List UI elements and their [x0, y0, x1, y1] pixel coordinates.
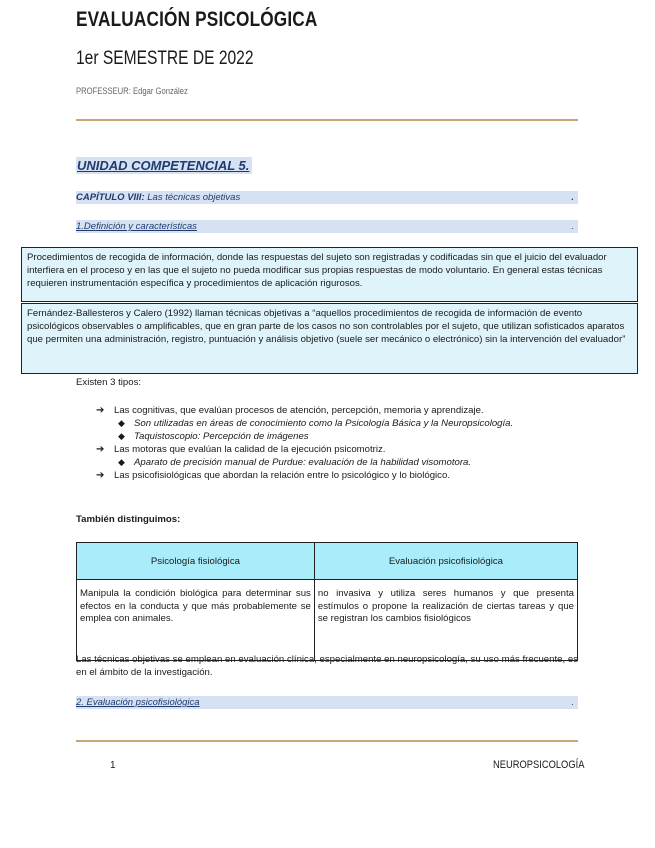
- table-cell: no invasiva y utiliza seres humanos y que presenta estímulos o propone la realización de ciertas tareas y que se registran los cambios fisiológicos: [314, 580, 577, 661]
- arrow-icon: ➔: [96, 444, 105, 455]
- types-list: [96, 404, 576, 482]
- list-item: ➔ Las motoras que evalúan la calidad de la ejecución psicomotriz.: [96, 444, 386, 455]
- section-2-title: 2. Evaluación psicofisiológica: [76, 697, 200, 708]
- definition-paragraph-2: Fernández-Ballesteros y Calero (1992) llaman técnicas objetivas a “aquellos procedimientos de recogida de información de evento psicológicos observables o amplificables, que en gran parte de los casos no son controlables por el sujeto, que utilizan sofisticados aparatos que permiten una administración, registro, puntuación y análisis objetivo (suele ser mecánico o electrónico) sin la intervención del evaluador”: [27, 308, 626, 345]
- header-divider: [76, 119, 578, 121]
- document-title: EVALUACIÓN PSICOLÓGICA: [76, 8, 318, 31]
- list-subitem: ◆ Taquistoscopio: Percepción de imágenes: [118, 431, 309, 442]
- arrow-icon: ➔: [96, 470, 105, 481]
- comparison-table: [76, 542, 578, 661]
- types-intro: Existen 3 tipos:: [76, 377, 142, 388]
- chapter-dot: .: [571, 192, 574, 203]
- chapter-heading: [76, 191, 578, 204]
- section-2-dot: .: [571, 697, 574, 708]
- chapter-label: CAPÍTULO VIII:: [76, 192, 145, 203]
- closing-paragraph: Las técnicas objetivas se emplean en evaluación clínica, especialmente en neuropsicología, su uso más frecuente, es en el ámbito de la investigación.: [76, 654, 578, 678]
- table-header: Psicología fisiológica: [77, 543, 315, 580]
- also-distinguish: También distinguimos:: [76, 514, 181, 525]
- section-1-heading: [76, 220, 578, 233]
- table-cell: Manipula la condición biológica para determinar sus efectos en la conducta y que más probablemente se emplea con animales.: [77, 580, 315, 661]
- arrow-icon: ➔: [96, 405, 105, 416]
- footer-divider: [76, 740, 578, 742]
- section-1-dot: .: [571, 221, 574, 232]
- page-number: 1: [110, 760, 116, 771]
- section-1-title: 1.Definición y características: [76, 221, 197, 232]
- chapter-title: Las técnicas objetivas: [147, 192, 241, 203]
- definition-paragraph-1: Procedimientos de recogida de información, donde las respuestas del sujeto son registradas y codificadas sin que el juicio del evaluador interfiera en el proceso y en las que el sujeto no pueda modificar sus propias respuestas de modo voluntario. En general estas técnicas requieren instrumentación específica y procedimientos de aplicación rigurosos.: [27, 252, 607, 289]
- list-item: ➔ Las cognitivas, que evalúan procesos de atención, percepción, memoria y aprendizaje.: [96, 405, 484, 416]
- professor-line: PROFESSEUR: Edgar González: [76, 86, 188, 96]
- diamond-bullet-icon: ◆: [118, 418, 125, 428]
- list-item: ➔ Las psicofisiológicas que abordan la relación entre lo psicológico y lo biológico.: [96, 470, 450, 481]
- list-subitem: ◆ Aparato de precisión manual de Purdue: evaluación de la habilidad visomotora.: [118, 457, 472, 468]
- diamond-bullet-icon: ◆: [118, 457, 125, 467]
- footer-course-title: NEUROPSICOLOGÍA: [493, 759, 585, 771]
- definition-box-2: [21, 303, 638, 374]
- table-header: Evaluación psicofisiológica: [314, 543, 577, 580]
- section-2-heading: [76, 696, 578, 709]
- table-row: [77, 580, 578, 661]
- diamond-bullet-icon: ◆: [118, 431, 125, 441]
- list-subitem: ◆ Son utilizadas en áreas de conocimiento como la Psicología Básica y la Neuropsicología.: [118, 418, 514, 429]
- definition-box-1: [21, 247, 638, 302]
- unit-heading: UNIDAD COMPETENCIAL 5.: [76, 157, 252, 174]
- semester-subtitle: 1er SEMESTRE DE 2022: [76, 48, 254, 69]
